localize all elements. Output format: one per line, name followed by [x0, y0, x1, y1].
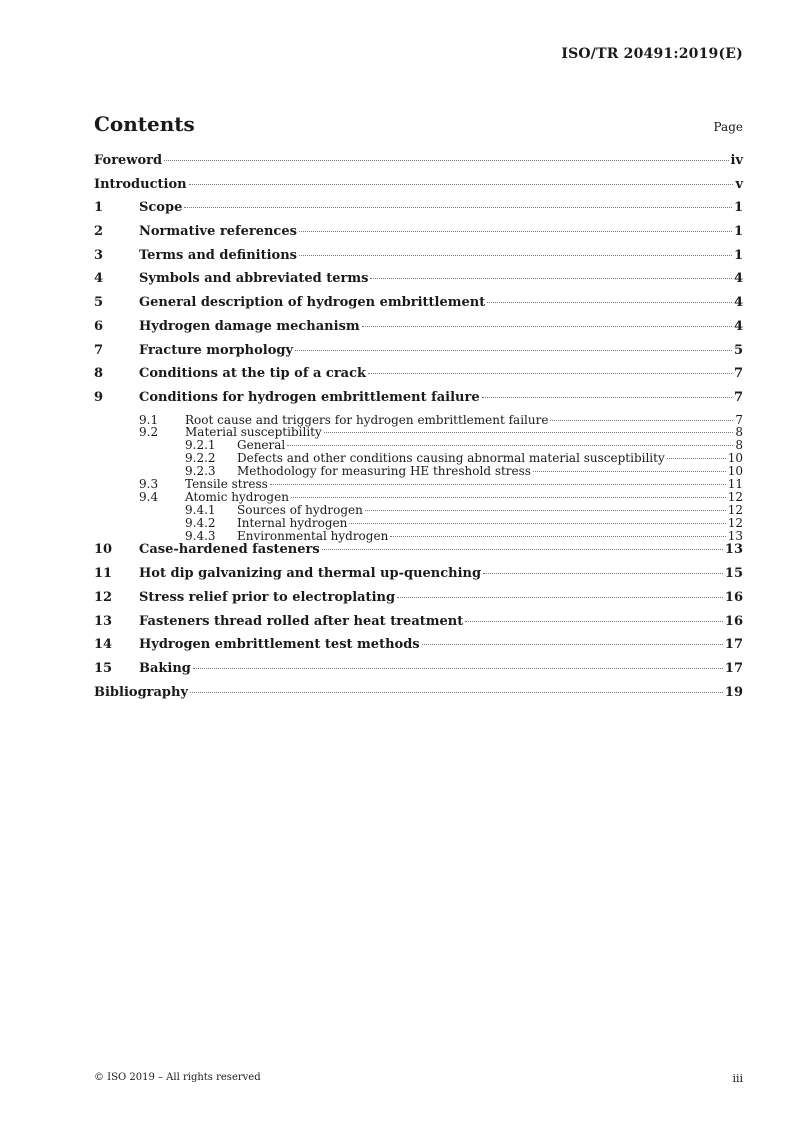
toc-entry-page: 12 [727, 502, 743, 517]
toc-entry-title: Introduction [94, 176, 187, 192]
toc-entry-number: 12 [94, 589, 113, 605]
dot-leader [190, 692, 723, 693]
toc-entry-number: 9.4 [139, 489, 159, 504]
dot-leader [667, 458, 726, 459]
toc-entry-title: Root cause and triggers for hydrogen embrittlement failure [185, 412, 549, 427]
toc-entry[interactable] [94, 504, 743, 517]
toc-entry-number: 9.4.3 [185, 528, 216, 543]
toc-entry-page: 12 [727, 515, 743, 530]
toc-entry-number: 3 [94, 247, 104, 263]
toc-entry[interactable] [94, 614, 743, 638]
toc-entry[interactable] [94, 542, 743, 566]
toc-entry-number: 1 [94, 200, 104, 216]
dot-leader [422, 644, 723, 645]
toc-entry-page: 13 [727, 528, 743, 543]
toc-entry[interactable] [94, 295, 743, 319]
toc-entry-number: 9.3 [139, 477, 159, 492]
toc-entry-page: 4 [733, 318, 743, 334]
toc-entry-page: iv [730, 153, 743, 168]
toc-entry-title: Scope [139, 200, 183, 216]
dot-leader [164, 160, 728, 161]
document-id: ISO/TR 20491:2019(E) [561, 46, 743, 62]
toc-entry-title: Internal hydrogen [237, 515, 348, 530]
dot-leader [482, 397, 732, 398]
toc-entry-page: 16 [724, 613, 743, 629]
dot-leader [368, 373, 732, 374]
dot-leader [270, 484, 726, 485]
dot-leader [487, 302, 732, 303]
dot-leader [390, 536, 725, 537]
toc-entry[interactable] [94, 200, 743, 224]
toc-entry-number: 9.1 [139, 412, 159, 427]
table-of-contents [94, 153, 743, 708]
toc-entry-page: 5 [733, 342, 743, 358]
toc-entry[interactable] [94, 530, 743, 543]
toc-entry[interactable] [94, 590, 743, 614]
toc-entry[interactable] [94, 153, 743, 177]
toc-entry[interactable] [94, 661, 743, 685]
contents-header [94, 112, 743, 136]
toc-entry-number: 9.2.2 [185, 451, 216, 466]
toc-entry-page: 4 [733, 271, 743, 287]
toc-entry-title: Defects and other conditions causing abnormal material susceptibility [237, 451, 665, 466]
toc-entry-page: 1 [733, 200, 743, 216]
toc-entry-title: Symbols and abbreviated terms [139, 271, 369, 287]
toc-entry-number: 9.4.1 [185, 502, 216, 517]
page-title: Contents [94, 112, 195, 136]
toc-entry-title: Fracture morphology [139, 342, 294, 358]
dot-leader [184, 207, 732, 208]
copyright-notice: © ISO 2019 – All rights reserved [94, 1072, 261, 1083]
dot-leader [365, 510, 726, 511]
toc-entry-page: v [735, 176, 743, 192]
dot-leader [299, 255, 732, 256]
toc-entry-title: Hydrogen damage mechanism [139, 318, 360, 334]
toc-entry-title: Case-hardened fasteners [139, 542, 320, 558]
toc-entry-page: 8 [735, 425, 743, 440]
toc-entry-number: 9 [94, 389, 104, 405]
dot-leader [483, 573, 723, 574]
toc-entry-page: 17 [724, 637, 743, 653]
toc-entry-title: Normative references [139, 224, 297, 240]
toc-entry-title: Foreword [94, 153, 163, 168]
toc-entry[interactable] [94, 366, 743, 390]
toc-entry-title: Conditions for hydrogen embrittlement failure [139, 389, 480, 405]
toc-entry-title: Methodology for measuring HE threshold stress [237, 464, 531, 479]
toc-entry-title: Baking [139, 660, 191, 676]
dot-leader [465, 621, 723, 622]
toc-entry-page: 7 [735, 412, 743, 427]
toc-entry[interactable] [94, 566, 743, 590]
toc-entry-title: General [237, 438, 286, 453]
page-column-label: Page [713, 120, 743, 134]
toc-entry-page: 12 [727, 489, 743, 504]
toc-entry-title: Tensile stress [185, 477, 268, 492]
toc-entry-title: Hot dip galvanizing and thermal up-quenching [139, 566, 482, 582]
toc-entry-number: 10 [94, 542, 113, 558]
dot-leader [533, 471, 726, 472]
toc-entry[interactable] [94, 390, 743, 414]
toc-entry-title: Fasteners thread rolled after heat treatment [139, 613, 464, 629]
toc-entry-title: Atomic hydrogen [185, 489, 289, 504]
toc-entry-page: 16 [724, 589, 743, 605]
toc-entry-page: 1 [733, 247, 743, 263]
toc-entry[interactable] [94, 343, 743, 367]
toc-entry-title: Material susceptibility [185, 425, 322, 440]
toc-entry-number: 7 [94, 342, 104, 358]
toc-entry-page: 7 [733, 389, 743, 405]
toc-entry-number: 9.2.1 [185, 438, 216, 453]
toc-entry[interactable] [94, 271, 743, 295]
toc-entry-number: 9.2 [139, 425, 159, 440]
dot-leader [193, 668, 723, 669]
dot-leader [349, 523, 725, 524]
toc-entry-number: 5 [94, 295, 104, 311]
toc-entry-page: 8 [735, 438, 743, 453]
toc-entry[interactable] [94, 478, 743, 491]
toc-entry-title: Terms and definitions [139, 247, 297, 263]
toc-entry-number: 13 [94, 613, 113, 629]
toc-entry-page: 1 [733, 224, 743, 240]
dot-leader [550, 420, 733, 421]
toc-entry-number: 8 [94, 366, 104, 382]
toc-entry-page: 10 [727, 451, 743, 466]
toc-entry[interactable] [94, 491, 743, 504]
dot-leader [370, 278, 731, 279]
toc-entry-number: 15 [94, 660, 113, 676]
toc-entry[interactable] [94, 319, 743, 343]
dot-leader [299, 231, 732, 232]
toc-entry[interactable] [94, 637, 743, 661]
toc-entry-title: Environmental hydrogen [237, 528, 389, 543]
toc-entry-page: 11 [727, 477, 743, 492]
toc-entry-title: Bibliography [94, 684, 189, 700]
toc-entry-title: Stress relief prior to electroplating [139, 589, 396, 605]
toc-entry[interactable] [94, 177, 743, 201]
toc-entry-number: 9.4.2 [185, 515, 216, 530]
dot-leader [397, 597, 723, 598]
toc-entry[interactable] [94, 248, 743, 272]
toc-entry[interactable] [94, 517, 743, 530]
toc-entry-number: 11 [94, 566, 113, 582]
dot-leader [189, 184, 734, 185]
toc-entry-page: 4 [733, 295, 743, 311]
page-number: iii [732, 1072, 743, 1085]
dot-leader [324, 432, 734, 433]
toc-entry-page: 13 [724, 542, 743, 558]
toc-entry[interactable] [94, 224, 743, 248]
dot-leader [291, 497, 726, 498]
toc-entry-page: 17 [724, 660, 743, 676]
toc-entry-number: 2 [94, 224, 104, 240]
toc-entry-title: Conditions at the tip of a crack [139, 366, 367, 382]
toc-entry-page: 15 [724, 566, 743, 582]
dot-leader [362, 326, 732, 327]
toc-entry-number: 9.2.3 [185, 464, 216, 479]
toc-entry-page: 19 [724, 684, 743, 700]
toc-entry-title: Hydrogen embrittlement test methods [139, 637, 420, 653]
toc-entry-title: Sources of hydrogen [237, 502, 363, 517]
toc-entry-number: 4 [94, 271, 104, 287]
dot-leader [287, 445, 733, 446]
toc-entry[interactable] [94, 685, 743, 709]
dot-leader [322, 549, 723, 550]
toc-entry-number: 14 [94, 637, 113, 653]
toc-entry-number: 6 [94, 318, 104, 334]
toc-entry-title: General description of hydrogen embrittlement [139, 295, 486, 311]
dot-leader [295, 350, 732, 351]
toc-entry-page: 7 [733, 366, 743, 382]
toc-entry-page: 10 [727, 464, 743, 479]
page-footer [94, 1072, 743, 1085]
